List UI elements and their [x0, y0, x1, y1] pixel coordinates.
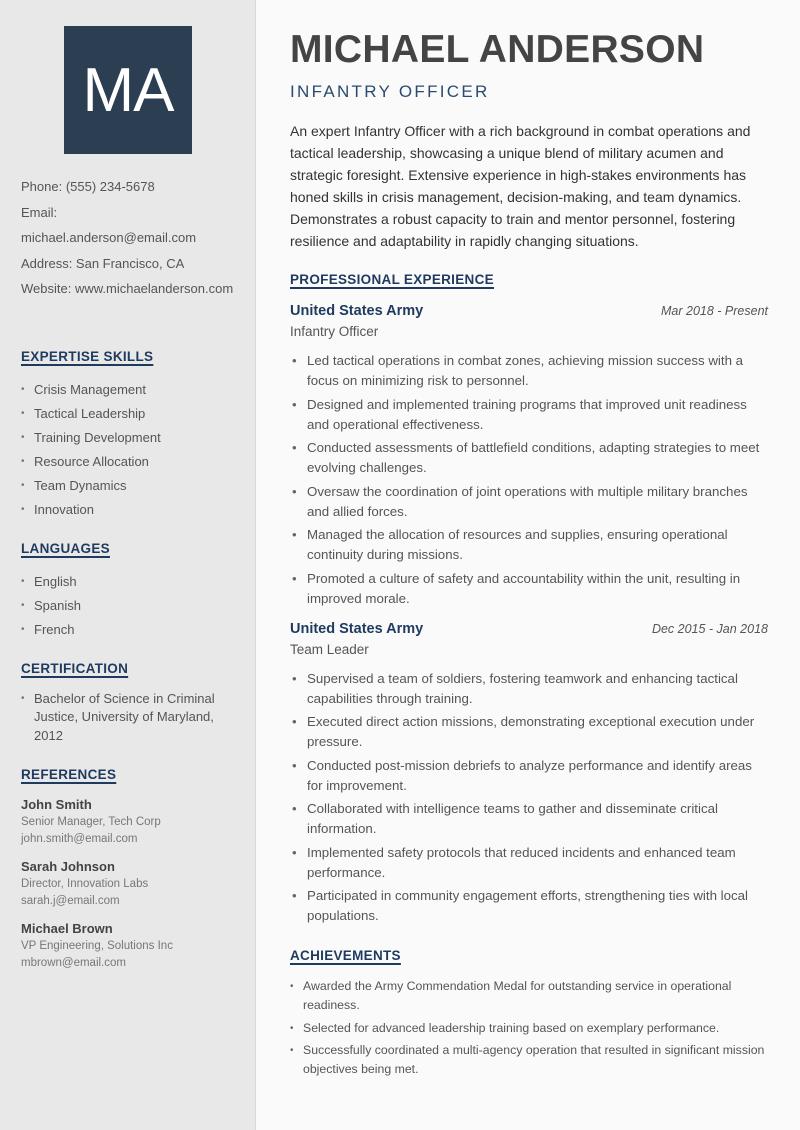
- skill-item: • Innovation: [21, 498, 235, 522]
- company: United States Army: [290, 303, 424, 319]
- job-bullets: [290, 669, 768, 927]
- languages-list: [21, 570, 235, 642]
- references-heading: REFERENCES: [21, 767, 117, 782]
- achievement-item: • Selected for advanced leadership training based on exemplary performance.: [290, 1019, 768, 1038]
- job-title: INFANTRY OFFICER: [290, 82, 490, 101]
- achievements-heading: ACHIEVEMENTS: [290, 948, 401, 963]
- bullet: • Led tactical operations in combat zones, achieving mission success with a focus on minimizing risk to personnel.: [290, 351, 768, 391]
- bullet: • Designed and implemented training programs that improved unit readiness and operational effectiveness.: [290, 395, 768, 435]
- bullet: • Promoted a culture of safety and accountability within the unit, resulting in improved morale.: [290, 569, 768, 609]
- skills-list: [21, 378, 235, 522]
- reference-email: mbrown@email.com: [21, 956, 126, 969]
- achievement-item: • Awarded the Army Commendation Medal for outstanding service in operational readiness.: [290, 977, 768, 1015]
- email: Email: michael.anderson@email.com: [21, 204, 197, 245]
- job-entry: [290, 621, 768, 927]
- candidate-name: MICHAEL ANDERSON: [290, 28, 705, 71]
- job-role: Infantry Officer: [290, 324, 379, 339]
- company: United States Army: [290, 620, 424, 637]
- job-bullets: [290, 351, 768, 609]
- job-dates: Mar 2018 - Present: [661, 304, 768, 318]
- language-item: • English: [21, 570, 235, 594]
- job-dates: Dec 2015 - Jan 2018: [651, 621, 768, 636]
- bullet: • Conducted post-mission debriefs to analyze performance and identify areas for improvement.: [290, 756, 768, 796]
- bullet: • Oversaw the coordination of joint operations with multiple military branches and allied forces.: [290, 482, 768, 522]
- main-content: [290, 28, 768, 1083]
- reference-email: sarah.j@email.com: [21, 894, 120, 907]
- reference-name: John Smith: [21, 797, 92, 812]
- address: Address: San Francisco, CA: [21, 255, 185, 271]
- certification-heading: CERTIFICATION: [21, 660, 129, 676]
- reference-position: Director, Innovation Labs: [21, 878, 149, 890]
- skill-item: • Resource Allocation: [21, 450, 235, 474]
- achievements-list: [290, 977, 768, 1079]
- certification-list: [21, 690, 235, 746]
- bullet: • Conducted assessments of battlefield conditions, adapting strategies to meet evolving challenges.: [290, 438, 768, 478]
- bullet: • Implemented safety protocols that reduced incidents and enhanced team performance.: [290, 843, 768, 883]
- bullet: • Executed direct action missions, demonstrating exceptional execution under pressure.: [290, 712, 768, 752]
- language-item: • French: [21, 618, 235, 642]
- bullet: • Participated in community engagement efforts, strengthening ties with local populations.: [290, 886, 768, 926]
- skill-item: • Training Development: [21, 426, 235, 450]
- skill-item: • Crisis Management: [21, 378, 235, 402]
- skill-item: • Team Dynamics: [21, 474, 235, 498]
- skill-item: • Tactical Leadership: [21, 402, 235, 426]
- achievement-item: • Successfully coordinated a multi-agency operation that resulted in significant mission objectives being met.: [290, 1041, 768, 1079]
- job-role: Team Leader: [290, 641, 369, 657]
- reference-name: Sarah Johnson: [21, 859, 115, 874]
- language-item: • Spanish: [21, 594, 235, 618]
- reference: [21, 858, 235, 909]
- bullet: • Managed the allocation of resources and supplies, ensuring operational continuity during missions.: [290, 525, 768, 565]
- phone: Phone: (555) 234-5678: [21, 179, 155, 194]
- bullet: • Supervised a team of soldiers, fostering teamwork and enhancing tactical capabilities through training.: [290, 669, 768, 709]
- website: Website: www.michaelanderson.com: [21, 281, 234, 296]
- languages-heading: LANGUAGES: [21, 540, 110, 556]
- experience-heading: PROFESSIONAL EXPERIENCE: [290, 272, 494, 287]
- certification-item: • Bachelor of Science in Criminal Justice, University of Maryland, 2012: [21, 690, 235, 746]
- reference-name: Michael Brown: [21, 921, 113, 936]
- monogram-logo: MA: [64, 26, 192, 154]
- summary: An expert Infantry Officer with a rich background in combat operations and tactical leadership, showcasing a unique blend of military acumen and strategic foresight. Extensive experience in high-stakes environments has honed skills in crisis management, decision-making, and team dynamics. Demonstrates a robust capacity to train and mentor personnel, fostering resilience and adaptability in rapidly changing situations.: [290, 123, 751, 249]
- reference: [21, 920, 235, 971]
- contact-info: [21, 174, 235, 302]
- reference-position: VP Engineering, Solutions Inc: [21, 940, 173, 952]
- reference-position: Senior Manager, Tech Corp: [21, 816, 161, 828]
- job-entry: [290, 303, 768, 609]
- bullet: • Collaborated with intelligence teams to gather and disseminate critical information.: [290, 799, 768, 839]
- reference: [21, 796, 235, 847]
- sidebar: [0, 0, 256, 1130]
- skills-heading: EXPERTISE SKILLS: [21, 348, 154, 364]
- reference-email: john.smith@email.com: [21, 832, 138, 845]
